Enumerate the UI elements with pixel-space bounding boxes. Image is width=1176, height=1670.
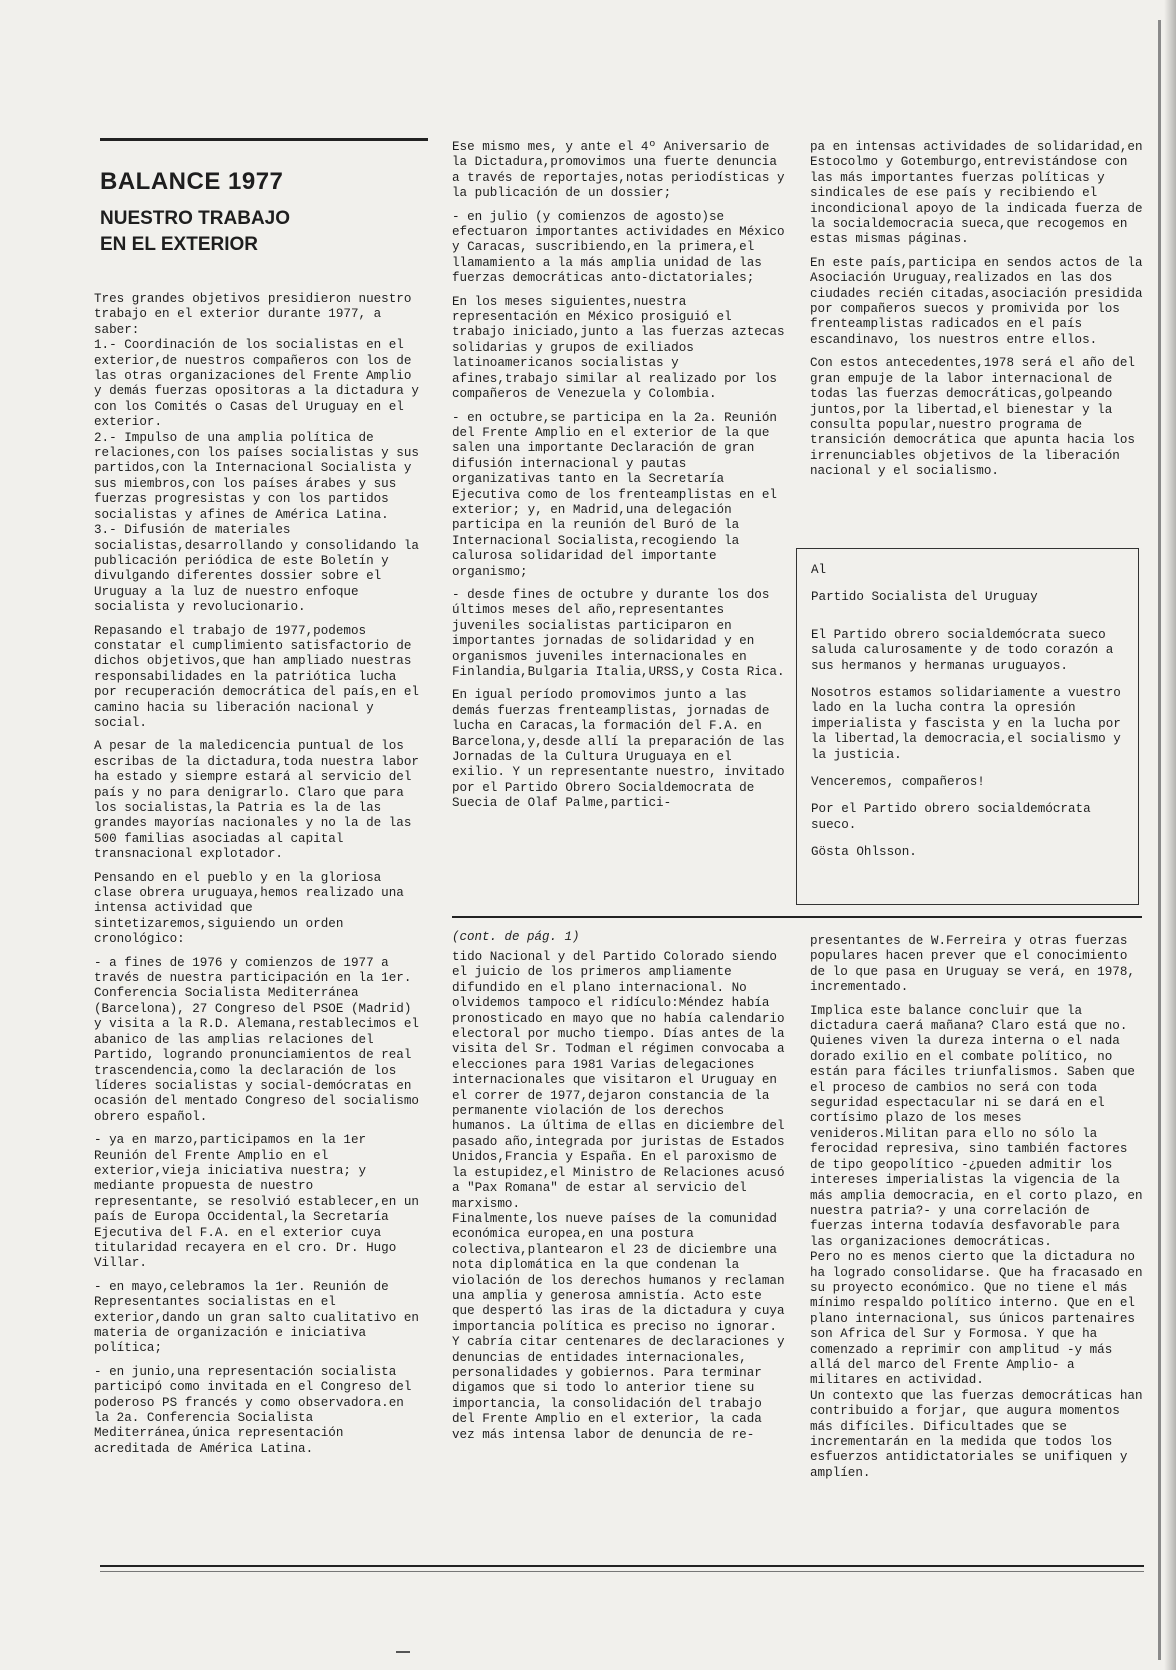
- letter-recipient: Partido Socialista del Uruguay: [811, 590, 1038, 605]
- paragraph: Con estos antecedentes,1978 será el año del gran empuje de la labor internacional de todas las fuerzas democráticas,golpeando juntos,por la libertad,el bienestar y la consulta popular,nuestro programa de transición democrática que apunta hacia los irrenunciables objetivos de la liberación nacional y el socialismo.: [810, 356, 1135, 479]
- paragraph: - ya en marzo,participamos en la 1er Reunión del Frente Amplio en el exterior,vieja iniciativa nuestra; y mediante propuesta de nuestro representante, se resolvió establecer,en un país de Europa Occidental,la Secretaría Ejecutiva del F.A. en el exterior cuya titularidad recayera en el cro. Dr. Hugo Villar.: [94, 1133, 419, 1271]
- letter-signature: Gösta Ohlsson.: [811, 845, 917, 860]
- column-1: [94, 292, 426, 1532]
- paragraph: - en julio (y comienzos de agosto)se efectuaron importantes actividades en México y Caracas, suscribiendo,en la primera,el llamamiento a la más amplia unidad de las fuerzas democráticas anto-dictatoriales;: [452, 209, 785, 286]
- paragraph: En los meses siguientes,nuestra representación en México prosiguió el trabajo iniciado,junto a las fuerzas aztecas solidarias y grupos de exiliados latinoamericanos socialistas y afines,trabajo similar al realizado por los compañeros de Venezuela y Colombia.: [452, 294, 785, 402]
- letter-paragraph: Nosotros estamos solidariamente a vuestro lado en la lucha contra la opresión imperialista y fascista y en la lucha por la libertad,la democracia,el socialismo y la justicia.: [811, 686, 1121, 762]
- letter-paragraph: Venceremos, compañeros!: [811, 775, 985, 790]
- paragraph: tido Nacional y del Partido Colorado siendo el juicio de los primeros ampliamente difundido en el plano internacional. No olvidemos tampoco el ridículo:Méndez había pronosticado en mayo que no había calendario electoral por mucho tiempo. Días antes de la visita del Sr. Todman el régimen convocaba a elecciones para 1981 Varias delegaciones internacionales que visitaron el Uruguay en el correr de 1977,dejaron constancia de la permanente violación de los derechos humanos. La última de ellas en diciembre del pasado año,integrada por juristas de Estados Unidos,Francia y España. En el paroxismo de la estupidez,el Ministro de Relaciones acusó a "Pax Romana" de estar al servicio del marxismo. Finalmente,los nueve países de la comunidad económica europea,en una postura colectiva,plantearon el 23 de diciembre una nota diplomática en la que condenan la violación de los derechos humanos y reclaman una amplia y generosa amnistía. Acto este que despertó las iras de la dictadura y cuya importancia política es preciso no ignorar. Y cabría citar centenares de declaraciones y denuncias de entidades internacionales, personalidades y gobiernos. Para terminar digamos que si todo lo anterior tiene su importancia, la consolidación del trabajo del Frente Amplio en el exterior, la cada vez más intensa labor de denuncia de re-: [452, 950, 785, 1442]
- paragraph: - en junio,una representación socialista participó como invitada en el Congreso del poderoso PS francés y como observadora.en la 2a. Conferencia Socialista Mediterránea,única representación acreditada de América Latina.: [94, 1364, 412, 1456]
- paragraph: - en octubre,se participa en la 2a. Reunión del Frente Amplio en el exterior de la que salen una importante Declaración de gran difusión internacional y pautas organizativas tanto en la Secretaría Ejecutiva como de los frenteamplistas en el exterior; y, en Madrid,una delegación participa en la reunión del Buró de la Internacional Socialista,recogiendo la calurosa solidaridad del importante organismo;: [452, 410, 777, 579]
- paragraph: - a fines de 1976 y comienzos de 1977 a través de nuestra participación en la 1er. Conferencia Socialista Mediterránea (Barcelona), 27 Congreso del PSOE (Madrid) y visita a la R.D. Alemana,restablecimos el abanico de las amplias relaciones del Partido, logrando pronunciamientos de real trascendencia,como la declaración de los líderes socialistas y social-demócratas en ocasión del mentado Congreso del socialismo obrero español.: [94, 955, 419, 1124]
- column-3: [810, 140, 1148, 540]
- letter-paragraph: El Partido obrero socialdemócrata sueco saluda calurosamente y de todo corazón a sus hermanos y hermanas uruguayos.: [811, 627, 1114, 673]
- page-edge-shadow: [1164, 0, 1176, 1670]
- paragraph: presentantes de W.Ferreira y otras fuerzas populares hacen prever que el conocimiento de lo que pasa en Uruguay se verá, en 1978, incrementado.: [810, 934, 1135, 995]
- paragraph: - en mayo,celebramos la 1er. Reunión de Representantes socialistas en el exterior,dando un gran salto cualitativo en materia de organización e iniciativa política;: [94, 1279, 419, 1356]
- paragraph: Ese mismo mes, y ante el 4º Aniversario de la Dictadura,promovimos una fuerte denuncia a través de reportajes,notas periodísticas y la publicación de un dossier;: [452, 140, 785, 201]
- paragraph: En este país,participa en sendos actos de la Asociación Uruguay,realizados en las dos ciudades recién citadas,asociación presidida por compañeros suecos y promivida por los frenteamplistas radicados en el país escandinavo, los nuestros entre ellos.: [810, 255, 1143, 347]
- paragraph: - desde fines de octubre y durante los dos últimos meses del año,representantes juveniles socialistas participaron en importantes jornadas de solidaridad y en organismos juveniles internacionales en Finlandia,Bulgaria Italia,URSS,y Costa Rica.: [452, 587, 785, 679]
- paragraph: Pensando en el pueblo y en la gloriosa clase obrera uruguaya,hemos realizado una intensa actividad que sintetizaremos,siguiendo un orden cronológico:: [94, 870, 404, 947]
- page-mark: [396, 1651, 410, 1653]
- letter-salutation: Al: [811, 563, 827, 577]
- paragraph: A pesar de la maledicencia puntual de los escribas de la dictadura,toda nuestra labor ha estado y siempre estará al servicio del país y no para denigrarlo. Claro que para los socialistas,la Patria es la de las grandes mayorías nacionales y no la de las 500 familias asociadas al capital transnacional explotador.: [94, 739, 419, 862]
- column-3-continued: [810, 934, 1148, 1530]
- article-subtitle: NUESTRO TRABAJO EN EL EXTERIOR: [100, 208, 291, 255]
- footer-rule: [100, 1565, 1144, 1567]
- column-2: [452, 140, 792, 895]
- paragraph: En igual período promovimos junto a las demás fuerzas frenteamplistas, jornadas de lucha en Caracas,la formación del F.A. en Barcelona,y,desde allí la preparación de las Jornadas de la Cultura Uruguaya en el exilio. Y un representante nuestro, invitado por el Partido Obrero Socialdemocrata de Suecia de Olaf Palme,partici-: [452, 688, 785, 811]
- paragraph: Implica este balance concluir que la dictadura caerá mañana? Claro está que no. Quienes viven la dureza interna o el nada dorado exilio en el combate político, no están para fáciles triunfalismos. Saben que el proceso de cambios no será con toda seguridad espectacular ni se dará en el cortísimo plazo de los meses venideros.Militan para ello no sólo la ferocidad represiva, sino también factores de tipo geopolítico -¿pueden admitir los intereses imperialistas la vigencia de la más amplia democracia, en el corto plazo, en nuestra patria?- y una correlación de fuerzas interna todavía desfavorable para las organizaciones democráticas. Pero no es menos cierto que la dictadura no ha logrado consolidarse. Que ha fracasado en su proyecto económico. Que no tiene el más mínimo respaldo político interno. Que en el plano internacional, sus únicos partenaires son Africa del Sur y Formosa. Y que ha comenzado a reprimir con amplitud -y más allá del marco del Frente Amplio- a militares en actividad. Un contexto que las fuerzas democráticas han contribuido a forjar, que augura momentos más difíciles. Dificultades que se incrementarán en la medida que todos los esfuerzos antidictatoriales se unifiquen y amplíen.: [810, 1003, 1143, 1480]
- section-rule: [452, 916, 1142, 918]
- letter-paragraph: Por el Partido obrero socialdemócrata sueco.: [811, 802, 1091, 832]
- solidarity-letter-box: [796, 548, 1139, 905]
- footer-rule-secondary: [100, 1571, 1144, 1572]
- paragraph: Repasando el trabajo de 1977,podemos constatar el cumplimiento satisfactorio de dichos objetivos,que han ampliado nuestras responsabilidades en la patriótica lucha por recuperación democrática del país,en el camino hacia su liberación nacional y social.: [94, 623, 419, 730]
- continued-note: (cont. de pág. 1): [452, 930, 580, 944]
- header-rule: [100, 138, 428, 141]
- column-2-continued: [452, 950, 792, 1530]
- article-title: BALANCE 1977: [100, 168, 284, 195]
- paragraph: Tres grandes objetivos presidieron nuestro trabajo en el exterior durante 1977, a saber: 1.- Coordinación de los socialistas en el exterior,de nuestros compañeros con los de las otras organizaciones del Frente Amplio y demás fuerzas opositoras a la dictadura y con los Comités o Casas del Uruguay en el exterior. 2.- Impulso de una amplia política de relaciones,con los países socialistas y sus partidos,con la Internacional Socialista y sus miembros,con los países árabes y sus fuerzas progresistas y con los partidos socialistas y afines de América Latina. 3.- Difusión de materiales socialistas,desarrollando y consolidando la publicación periódica de este Boletín y divulgando diferentes dossier sobre el Uruguay a la luz de nuestro enfoque socialista y revolucionario.: [94, 292, 419, 615]
- page-edge: [1158, 20, 1161, 1660]
- paragraph: pa en intensas actividades de solidaridad,en Estocolmo y Gotemburgo,entrevistándose con las más importantes fuerzas políticas y sindicales de ese país y recibiendo el incondicional apoyo de la indicada fuerza de la socialdemocracia sueca,que recogemos en estas mismas páginas.: [810, 140, 1143, 247]
